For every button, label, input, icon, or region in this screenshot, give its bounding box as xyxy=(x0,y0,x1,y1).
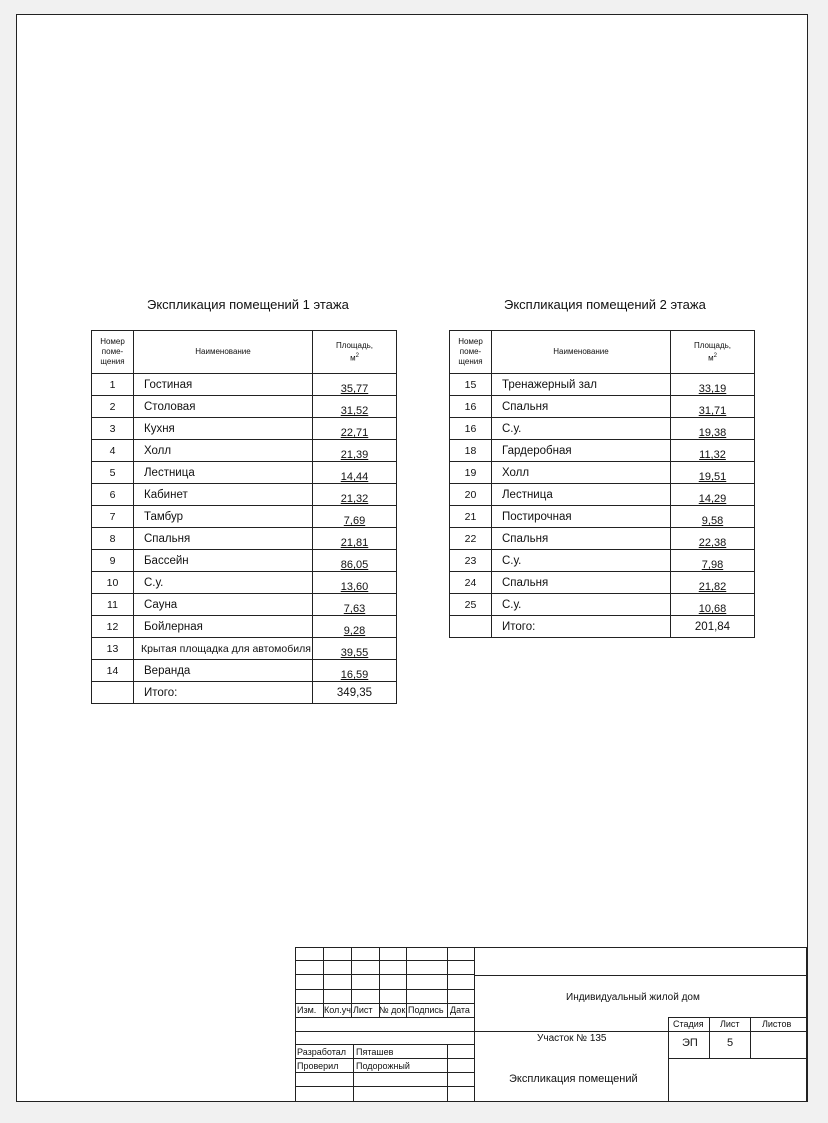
header-number: Номер поме- щения xyxy=(92,331,134,374)
room-name: Столовая xyxy=(134,396,313,418)
room-name: Спальня xyxy=(492,528,671,550)
room-area-cell xyxy=(671,594,755,616)
floor2-table xyxy=(449,330,755,638)
stage-label: Стадия xyxy=(673,1019,704,1029)
table-row xyxy=(92,528,397,550)
room-area-cell xyxy=(671,528,755,550)
title-block xyxy=(295,947,807,1101)
room-area-cell xyxy=(671,418,755,440)
room-area: 9,28 xyxy=(343,625,366,637)
room-area: 7,98 xyxy=(701,559,724,571)
room-area-cell xyxy=(313,484,397,506)
floor2-title: Экспликация помещений 2 этажа xyxy=(504,297,706,312)
table-row xyxy=(450,550,755,572)
room-area-cell xyxy=(313,616,397,638)
room-area: 11,32 xyxy=(699,449,726,461)
room-area: 21,82 xyxy=(698,581,727,593)
room-area: 22,38 xyxy=(698,537,727,549)
room-number: 16 xyxy=(450,396,492,418)
room-area-cell xyxy=(313,550,397,572)
room-number: 10 xyxy=(92,572,134,594)
checked-label: Проверил xyxy=(297,1061,339,1071)
room-number: 21 xyxy=(450,506,492,528)
room-name: Бойлерная xyxy=(134,616,313,638)
project-name: Индивидуальный жилой дом xyxy=(566,992,700,1003)
room-name: Тамбур xyxy=(134,506,313,528)
room-area-cell xyxy=(313,440,397,462)
table-row xyxy=(450,572,755,594)
room-name: Кабинет xyxy=(134,484,313,506)
room-name: Спальня xyxy=(134,528,313,550)
room-area: 21,39 xyxy=(340,449,369,461)
floor1-table xyxy=(91,330,397,704)
col-podpis: Подпись xyxy=(408,1005,444,1015)
room-area: 39,55 xyxy=(340,647,369,659)
table-row xyxy=(450,594,755,616)
table-row xyxy=(450,374,755,396)
room-area: 33,19 xyxy=(698,383,727,395)
header-name: Наименование xyxy=(492,331,671,374)
room-number: 13 xyxy=(92,638,134,660)
room-name: С.у. xyxy=(492,418,671,440)
sheet-label: Лист xyxy=(720,1019,740,1029)
room-name: С.у. xyxy=(492,594,671,616)
site-label: Участок № 135 xyxy=(537,1033,607,1044)
room-area: 14,44 xyxy=(340,471,369,483)
room-number: 24 xyxy=(450,572,492,594)
room-name: Холл xyxy=(134,440,313,462)
room-number: 15 xyxy=(450,374,492,396)
room-number: 11 xyxy=(92,594,134,616)
table-row xyxy=(92,660,397,682)
room-number: 23 xyxy=(450,550,492,572)
table-header-row xyxy=(450,331,755,374)
room-area-cell xyxy=(671,484,755,506)
room-area-cell xyxy=(313,528,397,550)
table-row xyxy=(450,418,755,440)
room-name: Холл xyxy=(492,462,671,484)
sheet-value: 5 xyxy=(727,1037,734,1049)
room-area-cell xyxy=(671,572,755,594)
total-value: 201,84 xyxy=(671,616,755,638)
checked-by: Подорожный xyxy=(356,1061,410,1071)
room-area: 7,63 xyxy=(343,603,366,615)
room-area: 19,38 xyxy=(698,427,727,439)
total-value: 349,35 xyxy=(313,682,397,704)
room-number: 3 xyxy=(92,418,134,440)
total-label: Итого: xyxy=(492,616,671,638)
room-name: Сауна xyxy=(134,594,313,616)
stage-value: ЭП xyxy=(682,1037,698,1049)
room-number: 18 xyxy=(450,440,492,462)
total-empty-cell xyxy=(450,616,492,638)
table-header-row xyxy=(92,331,397,374)
table-row xyxy=(92,396,397,418)
col-list: Лист xyxy=(353,1005,373,1015)
room-name: Спальня xyxy=(492,572,671,594)
floor1-title: Экспликация помещений 1 этажа xyxy=(147,297,349,312)
sheets-label: Листов xyxy=(762,1019,792,1029)
table-row xyxy=(92,418,397,440)
room-area-cell xyxy=(313,462,397,484)
table-row xyxy=(92,484,397,506)
sheet-title: Экспликация помещений xyxy=(509,1073,638,1085)
col-ndok: № док xyxy=(379,1005,406,1015)
table-row xyxy=(92,616,397,638)
room-area: 9,58 xyxy=(701,515,724,527)
table-row xyxy=(92,374,397,396)
room-area-cell xyxy=(313,594,397,616)
developed-by: Пяташев xyxy=(356,1047,394,1057)
room-area-cell xyxy=(671,374,755,396)
room-area-cell xyxy=(671,440,755,462)
table-row xyxy=(450,506,755,528)
room-name: Бассейн xyxy=(134,550,313,572)
total-row xyxy=(92,682,397,704)
room-name: Гардеробная xyxy=(492,440,671,462)
room-area: 35,77 xyxy=(340,383,369,395)
table-row xyxy=(450,396,755,418)
room-number: 7 xyxy=(92,506,134,528)
table-row xyxy=(92,440,397,462)
table-row xyxy=(450,484,755,506)
room-number: 1 xyxy=(92,374,134,396)
header-name: Наименование xyxy=(134,331,313,374)
room-area-cell xyxy=(313,396,397,418)
room-area-cell xyxy=(671,550,755,572)
header-area: Площадь, $м^2$ xyxy=(313,331,397,374)
table-row xyxy=(92,638,397,660)
room-number: 9 xyxy=(92,550,134,572)
room-area: 31,52 xyxy=(340,405,369,417)
room-number: 2 xyxy=(92,396,134,418)
table-row xyxy=(450,440,755,462)
room-area: 13,60 xyxy=(340,581,369,593)
table-row xyxy=(450,528,755,550)
room-area-cell xyxy=(313,374,397,396)
room-name: Лестница xyxy=(134,462,313,484)
table-row xyxy=(92,506,397,528)
room-number: 4 xyxy=(92,440,134,462)
col-izm: Изм. xyxy=(297,1005,317,1015)
col-kolvo: Кол.уч xyxy=(324,1005,351,1015)
room-area: 22,71 xyxy=(340,427,369,439)
room-name: Кухня xyxy=(134,418,313,440)
room-area: 21,32 xyxy=(340,493,369,505)
header-area: Площадь, $м^2$ xyxy=(671,331,755,374)
table-row xyxy=(92,462,397,484)
room-area: 7,69 xyxy=(343,515,366,527)
room-area-cell xyxy=(313,572,397,594)
room-area-cell xyxy=(313,638,397,660)
room-number: 5 xyxy=(92,462,134,484)
room-number: 22 xyxy=(450,528,492,550)
total-row xyxy=(450,616,755,638)
room-name: Крытая площадка для автомобиля xyxy=(134,638,313,660)
room-area: 10,68 xyxy=(698,603,727,615)
room-name: Веранда xyxy=(134,660,313,682)
room-area: 16,59 xyxy=(340,669,369,681)
room-name: Лестница xyxy=(492,484,671,506)
room-area: 21,81 xyxy=(340,537,369,549)
room-area-cell xyxy=(671,506,755,528)
room-number: 6 xyxy=(92,484,134,506)
table-row xyxy=(450,462,755,484)
room-name: Спальня xyxy=(492,396,671,418)
room-number: 12 xyxy=(92,616,134,638)
header-number: Номер поме- щения xyxy=(450,331,492,374)
total-empty-cell xyxy=(92,682,134,704)
room-area-cell xyxy=(671,462,755,484)
table-row xyxy=(92,550,397,572)
room-area: 19,51 xyxy=(698,471,727,483)
room-name: С.у. xyxy=(492,550,671,572)
room-name: Гостиная xyxy=(134,374,313,396)
room-area-cell xyxy=(313,418,397,440)
developed-label: Разработал xyxy=(297,1047,346,1057)
room-name: Постирочная xyxy=(492,506,671,528)
room-number: 20 xyxy=(450,484,492,506)
room-area: 14,29 xyxy=(698,493,727,505)
room-number: 8 xyxy=(92,528,134,550)
total-label: Итого: xyxy=(134,682,313,704)
room-area-cell xyxy=(671,396,755,418)
room-area: 31,71 xyxy=(698,405,727,417)
room-area-cell xyxy=(313,660,397,682)
table-row xyxy=(92,572,397,594)
room-number: 16 xyxy=(450,418,492,440)
col-data: Дата xyxy=(450,1005,470,1015)
room-number: 25 xyxy=(450,594,492,616)
room-name: Тренажерный зал xyxy=(492,374,671,396)
room-number: 19 xyxy=(450,462,492,484)
table-row xyxy=(92,594,397,616)
room-area: 86,05 xyxy=(340,559,369,571)
room-area-cell xyxy=(313,506,397,528)
room-number: 14 xyxy=(92,660,134,682)
room-name: С.у. xyxy=(134,572,313,594)
